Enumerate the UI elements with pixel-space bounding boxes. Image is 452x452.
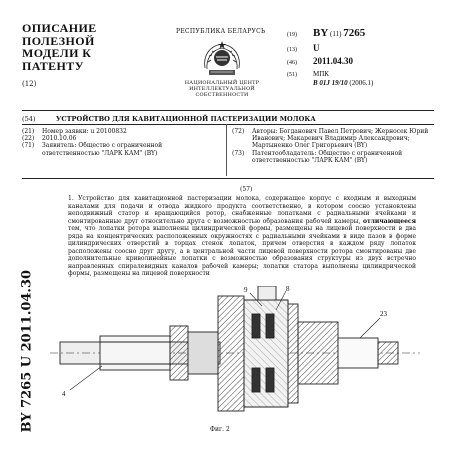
divider-bottom xyxy=(22,178,434,179)
invention-title: (54) УСТРОЙСТВО ДЛЯ КАВИТАЦИОННОЙ ПАСТЕРИЗАЦИИ МОЛОКА xyxy=(22,115,316,123)
field-22: (22) 2010.10.06 xyxy=(22,135,77,143)
ipc-class: B 01J 19/10 (2006.1) xyxy=(313,79,374,87)
figure-label-23: 23 xyxy=(380,310,387,318)
column-divider xyxy=(226,124,227,176)
state-emblem-icon xyxy=(199,38,245,80)
side-document-code: BY 7265 U 2011.04.30 xyxy=(19,269,35,433)
biblio-51: (51) МПК xyxy=(287,70,329,78)
figure-2-drawing xyxy=(40,286,440,421)
divider-mid xyxy=(22,124,434,125)
owner-data xyxy=(232,128,432,164)
document-title: ОПИСАНИЕ ПОЛЕЗНОЙ МОДЕЛИ К ПАТЕНТУ xyxy=(22,21,97,73)
divider-top xyxy=(22,110,434,111)
biblio-46: (46) 2011.04.30 xyxy=(287,56,354,66)
biblio-19: (19) BY (11) 7265 xyxy=(287,27,366,39)
field-71: (71) Заявитель: Общество с ограниченной ответственностью "ЛАРК КАМ" (BY) xyxy=(22,142,163,157)
inid-57: (57) xyxy=(240,186,253,193)
application-data xyxy=(22,128,218,157)
issuing-office: НАЦИОНАЛЬНЫЙ ЦЕНТР ИНТЕЛЛЕКТУАЛЬНОЙ СОБСТВЕННОСТИ xyxy=(184,80,260,99)
biblio-13: (13) U xyxy=(287,43,320,53)
republic-label: РЕСПУБЛИКА БЕЛАРУСЬ xyxy=(176,28,266,35)
figure-label-9: 9 xyxy=(244,286,248,294)
field-21: (21) Номер заявки: u 20100832 xyxy=(22,128,127,135)
claim-text: 1. Устройство для кавитационной пастеризации молока, содержащее корпус с входным и выходным каналами для подачи и отвода жидкого продукта соответственно, в котором соосно установлены неподвижный статор и вращающийся ротор, снабженные лопатками с радиальными ячейками и смонтированные друг относительно друга с возможностью образования рабочей камеры, отличающееся тем, что лопатки ротора выполнены цилиндрической формы, размещены на лицевой поверхности в два ряда на концентрических расположенных окружностях с радиальными ячейками в виде пазов в форме цилиндрических отверстий в торцах стенок лопаток, причем отверстия в каждом ряду лопаток расположены соосно друг другу, а в центральной части лицевой поверхности ротора смонтированы две дополнительные криволинейные лопатки с возможностью образования структуры из двух встречно направленных спиралевидных каналов рабочей камеры; лопатки статора выполнены цилиндрической формы, размещены на лицевой поверхности xyxy=(68,195,416,277)
field-73: (73) Патентообладатель: Общество с ограниченной ответственностью "ЛАРК КАМ" (BY) xyxy=(232,149,403,164)
field-72: (72) Авторы: Богданович Павел Петрович; Жерносек Юрий Иванович; Макаревич Владимир Александрович; Мартыненко Олег Григорьевич (BY) xyxy=(232,128,429,150)
figure-label-4: 4 xyxy=(62,390,66,398)
figure-caption: Фиг. 2 xyxy=(210,426,230,433)
figure-label-8: 8 xyxy=(286,286,290,293)
inid-12: (12) xyxy=(22,80,37,88)
